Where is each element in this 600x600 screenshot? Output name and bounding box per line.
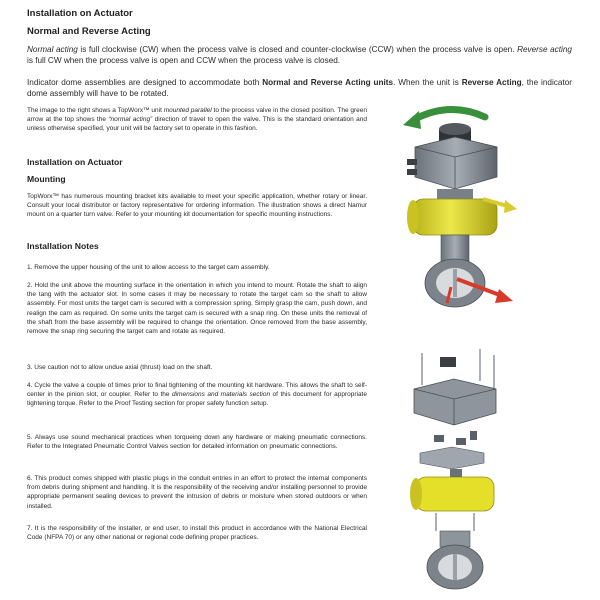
yellow-actuator <box>410 469 494 511</box>
heading-installation-notes: Installation Notes <box>27 241 99 251</box>
note-4: 4. Cycle the valve a couple of times prior to final tightening of the mounting kit hardware. This allows the shaft to self-center in the pinion slot, or coupler. Refer to the dimensions and materials section of this document for appropriate tightening torque. Refer to the Proof Testing section for proper safety function setup. <box>27 382 367 408</box>
switchbox-housing <box>407 137 497 189</box>
note-3: 3. Use caution not to allow undue axial (thrust) load on the shaft. <box>27 364 213 371</box>
note-5: 5. Always use sound mechanical practices when torqueing down any hardware or making pneumatic connections. Refer to the Integrated Pneumatic Control Valves section for detailed information on pneumatic connections. <box>27 434 367 451</box>
note-6: 6. This product comes shipped with plastic plugs in the conduit entries in an effort to protect the internal components from debris during shipment and handling. It is the responsibility of the receiving and/or installing personnel to provide appropriate permanent sealing devices to prevent the intrusion of debris or moisture when stored outdoors or when installed. <box>27 475 367 510</box>
paragraph-acting-definition: Normal acting is full clockwise (CW) when the process valve is closed and counter-clockwise (CCW) when the process valve is open. Reverse acting is full CW when the process valve is open and CCW when the process valve is closed. <box>27 45 572 66</box>
paragraph-mounting: TopWorx™ has numerous mounting bracket kits available to meet your specific application, whether rotary or linear. Consult your local distributor or factory representative for ordering information. The illustration shows a direct Namur mount on a quarter turn valve. Refer to your mounting kit documentation for specific mounting instructions. <box>27 193 367 219</box>
assembled-actuator-illustration <box>385 103 545 323</box>
exploded-assembly-illustration <box>400 345 530 595</box>
note-1: 1. Remove the upper housing of the unit to allow access to the target cam assembly. <box>27 264 270 271</box>
valve-adapter <box>441 235 469 261</box>
mounting-bracket <box>437 189 473 199</box>
paragraph-indicator-dome: Indicator dome assemblies are designed to accommodate both Normal and Reverse Acting units. When the unit is Reverse Acting, the indicator dome assembly will have to be rotated. <box>27 78 572 99</box>
heading-installation-on-actuator: Installation on Actuator <box>27 8 133 19</box>
paragraph-image-description: The image to the right shows a TopWorx™ unit mounted parallel to the process valve in the closed position. The green arrow at the top shows the “normal acting” direction of travel to open the valve. This is the standard orientation and unless otherwise specified, your unit will be factory set to operate in this fashion. <box>27 107 368 133</box>
yellow-actuator <box>407 199 497 235</box>
note-2: 2. Hold the unit above the mounting surface in the orientation in which you intend to mount. Rotate the shaft to align the tang with the actuator slot. In some cases it may be necessary to rotate the target cam so the shaft to allow assembly. For most units the target cam is secured with a compression spring. Simply grasp the cam, push down, and realign the cam as required. On some units the target cam is secured with a snap ring. On these units the removal of the shaft from the base assembly will be required to change the orientation. Once removed from the base assembly, remove the snap ring securing the target cam and rotate as required. <box>27 282 367 336</box>
heading-installation-on-actuator-2: Installation on Actuator <box>27 157 123 167</box>
valve-adapter <box>440 531 470 547</box>
indicator-dome <box>440 357 456 367</box>
lower-screws <box>436 513 474 531</box>
switchbox-housing <box>414 379 496 425</box>
mounting-bracket <box>420 447 484 469</box>
butterfly-valve <box>425 259 485 307</box>
heading-mounting: Mounting <box>27 174 66 184</box>
note-7: 7. It is the responsibility of the installer, or end user, to install this product in accordance with the National Electrical Code (NFPA 70) or any other national or regional code defining proper practices. <box>27 525 367 542</box>
heading-normal-reverse-acting: Normal and Reverse Acting <box>27 26 151 37</box>
butterfly-valve <box>427 545 483 589</box>
small-parts <box>434 431 477 445</box>
